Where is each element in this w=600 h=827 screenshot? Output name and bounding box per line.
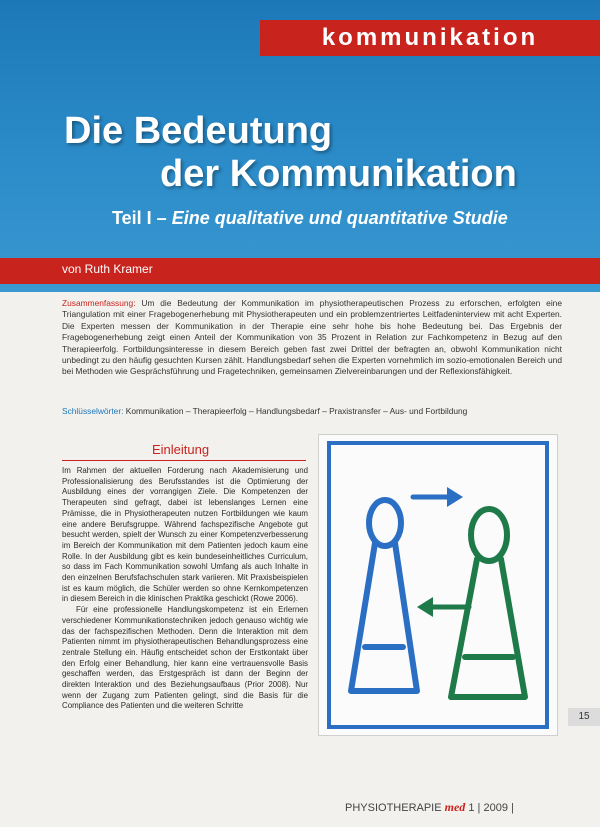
keywords-label: Schlüsselwörter: [62, 406, 124, 416]
person-left-figure [351, 500, 417, 691]
subtitle-rest: Eine qualitative und quantitative Studie [171, 208, 508, 228]
article-title-line-2: der Kommunikation [160, 153, 517, 195]
article-title-line-1: Die Bedeutung [64, 110, 333, 152]
drawing-frame [329, 443, 547, 727]
author-line: von Ruth Kramer [62, 262, 153, 276]
journal-name: PHYSIOTHERAPIE [345, 802, 442, 814]
abstract [62, 298, 562, 378]
arrow-left-icon [417, 597, 469, 617]
journal-mark: med [444, 800, 466, 814]
two-figures-drawing [319, 435, 557, 735]
page-number: 15 [568, 708, 600, 726]
article-subtitle [112, 208, 508, 229]
journal-footer [345, 800, 514, 815]
keywords-text: Kommunikation – Therapieerfolg – Handlungsbedarf – Praxistransfer – Aus- und Fortbildung [125, 406, 468, 416]
abstract-label: Zusammenfassung: [62, 298, 136, 308]
keywords [62, 406, 562, 417]
heading-rule [62, 460, 306, 461]
arrow-right-icon [413, 487, 463, 507]
issue-number: 1 | 2009 | [468, 802, 514, 814]
header-banner [0, 0, 600, 292]
subtitle-part: Teil I – [112, 208, 167, 228]
section-tag: kommunikation [260, 20, 600, 56]
author-bar [0, 258, 600, 284]
section-heading: Einleitung [152, 442, 210, 457]
abstract-text: Um die Bedeutung der Kommunikation im physiotherapeutischen Prozess zu erforschen, erfolgten eine Triangulation mit einer Fragebogenerhebung mit Physiotherapeuten und ein problemzentriertes Leitfadeninterview mit acht Experten. Die Experten messen der Kommunikation in der Therapie eine sehr hohe bis hohe Bedeutung bei. Das Ergebnis der Fragebogenerhebung zeigt einen Anteil der Kommunikation von 35 Prozent in Relation zur Fachkompetenz in Bezug auf den Therapieerfolg. Fortbildungsinteresse in diesem Bereich geben fast zwei Drittel der befragten an, obwohl Kommunikation nicht unbedingt zu den häufig gesuchten Kursen zählt. Handlungsbedarf sehen die Experten vornehmlich im sozio-emotionalen Bereich und bei Methoden wie Gesprächsführung und Fragetechniken, gemeinsamen Zielvereinbarungen und der Reflexionsfähigkeit. [62, 298, 562, 377]
body-paragraph: Für eine professionelle Handlungskompetenz ist ein Erlernen verschiedener Kommunikationstechniken jedoch genauso wichtig wie das der fachspezifischen Methoden. Denn die Interaktion mit dem Patienten nimmt im physiotherapeutischen Behandlungsprozess eine zentrale Stellung ein. Häufig entscheidet schon der Erstkontakt über den Erfolg einer Behandlung, hier kann eine vertrauensvolle Basis geschaffen werden, das Erstgespräch ist dann der Beginn der direkten Interaktion und des Beziehungsaufbaus (Prior 2008). Nur wenn der Zugang zum Patienten gelingt, sind die Basis für die Compliance des Patienten und die weiteren Schritte [62, 605, 308, 711]
body-paragraph: Im Rahmen der aktuellen Forderung nach Akademisierung und Professionalisierung des Berufsstandes ist die Optimierung der Ausbildung eines der vorrangigen Ziele. Die Kompetenzen der Therapeuten sind gefragt, dabei ist lebenslanges Lernen eine Prämisse, die in Physiotherapeuten nutzen Fortbildungen wie kaum eine andere Berufsgruppe. Während fachspezifische Angebote gut besucht werden, spielt der Wunsch zu einer Kompetenzverbesserung im Bereich der Kommunikation mit dem Patienten jedoch kaum eine Rolle. In der Ausbildung gibt es kein bundeseinheitliches Curriculum, so dass im Fach Kommunikation sowohl Umfang als auch Inhalte in den einzelnen Berufsfachschulen stark variieren. Mit Praxisbeispielen ist es kaum möglich, die Schüler werden so ohne Kernkompetenzen in diesem Bereich in die klinischen Praktika geschickt (Rowe 2006). [62, 466, 308, 604]
communication-illustration [318, 434, 558, 736]
body-text [62, 466, 308, 712]
person-right-figure [451, 509, 525, 697]
